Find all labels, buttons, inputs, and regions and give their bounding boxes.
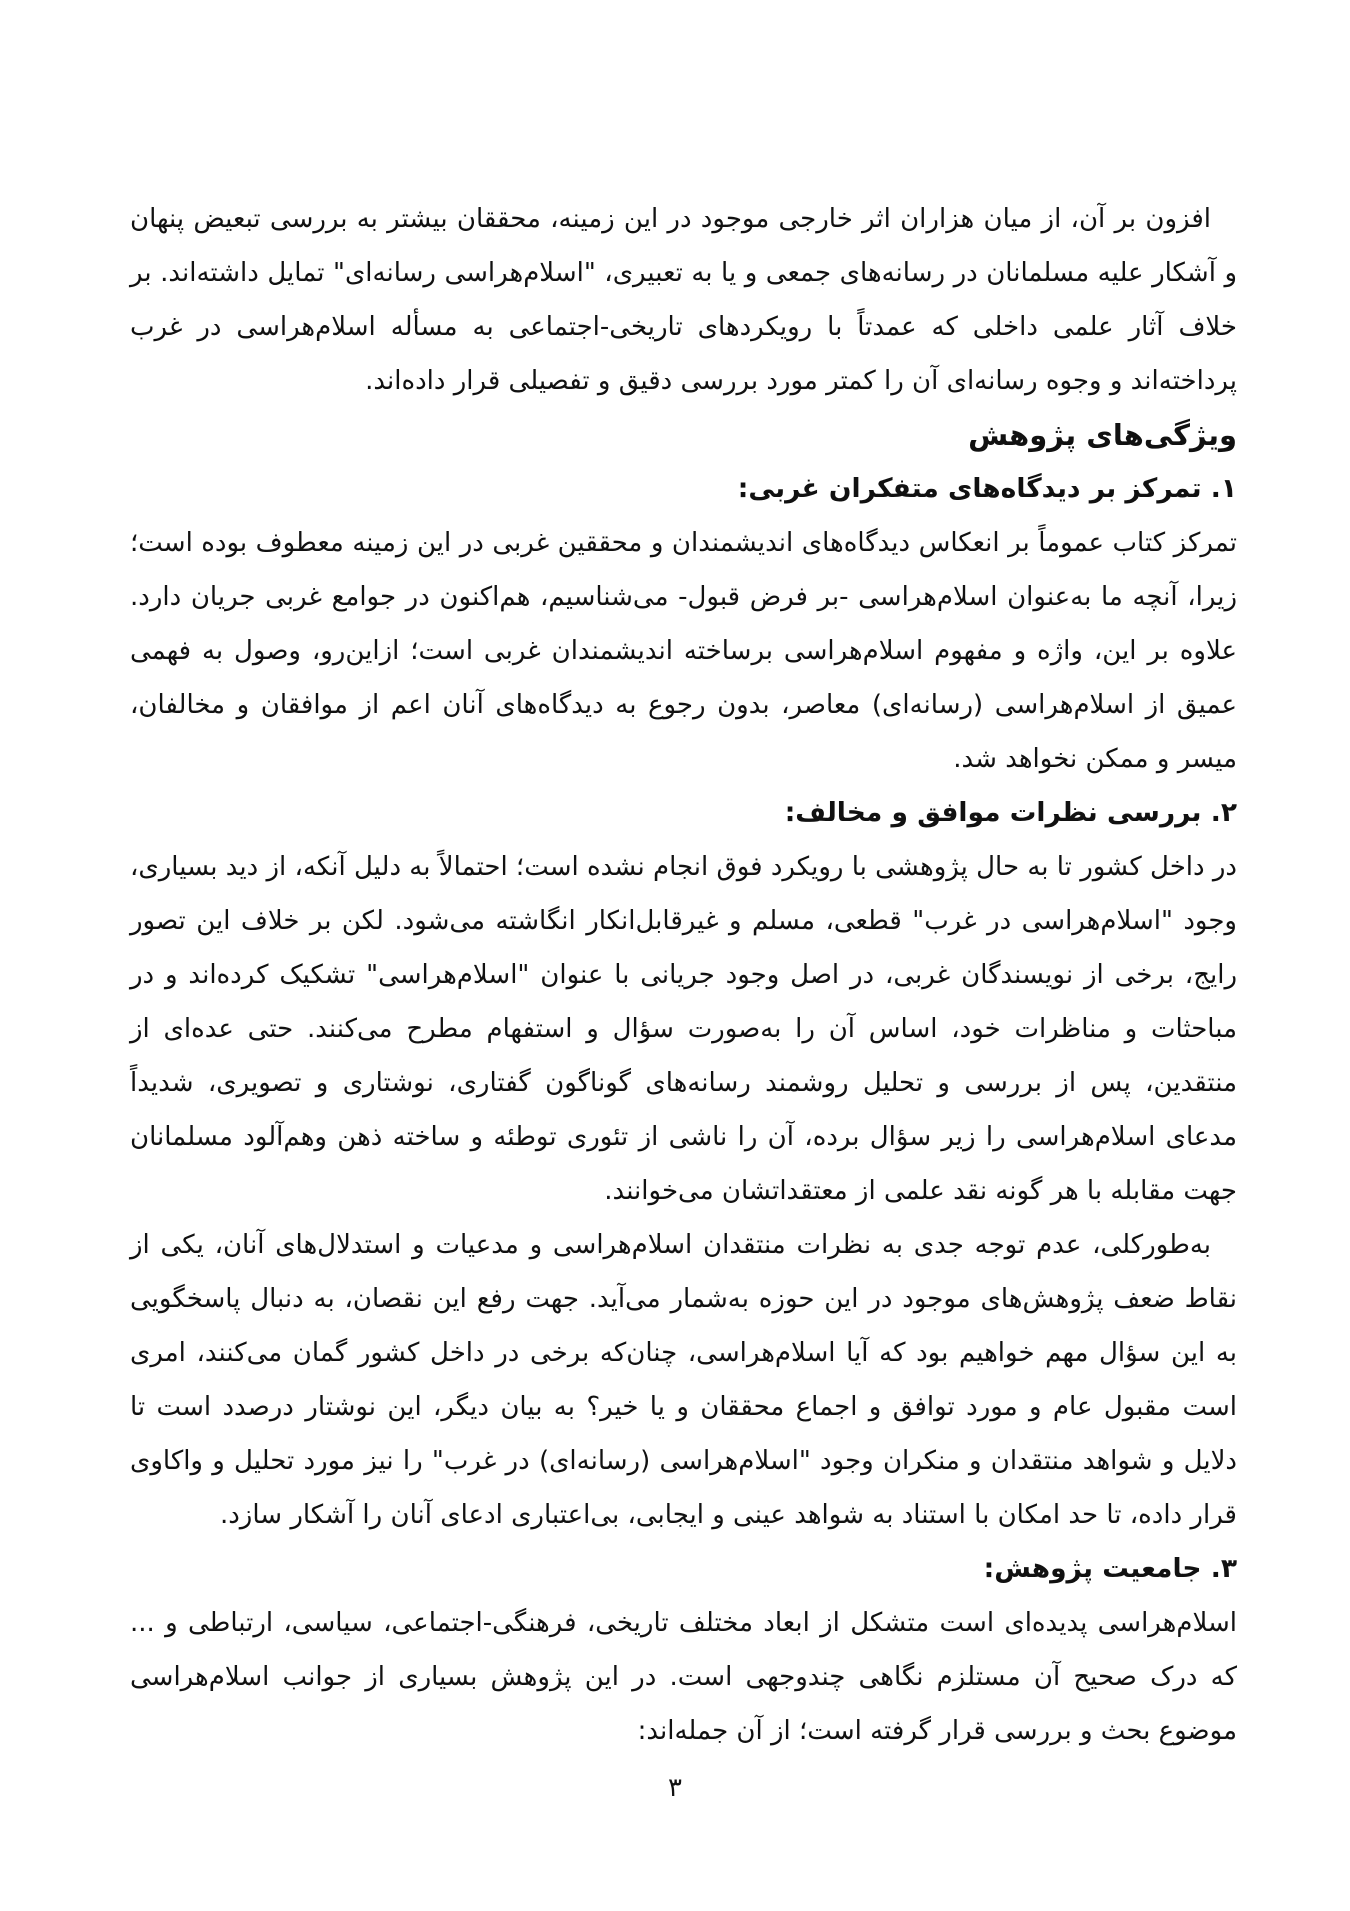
page-number: ۳ [668,1773,682,1803]
subsection-heading-1: ۱. تمرکز بر دیدگاه‌های متفکران غربی: [737,473,1237,504]
subsection-heading-2: ۲. بررسی نظرات موافق و مخالف: [784,797,1237,828]
paragraph-section-2a: در داخل کشور تا به حال پژوهشی با رویکرد فوق انجام نشده است؛ احتمالاً به دلیل آنکه، از دید بسیاری، وجود "اسلام‌هراسی در غرب" قطعی، مسلم و غیرقابل‌انکار انگاشته می‌شود. لکن بر خلاف این تصور رایج، برخی از نویسندگان غربی، در اصل وجود جریانی با عنوان "اسلام‌هراسی" تشکیک کرده‌اند و در مباحثات و مناظرات خود، اساس آن را به‌صورت سؤال و استفهام مطرح می‌کنند. حتی عده‌ای از منتقدین، پس از بررسی و تحلیل روشمند رسانه‌های گوناگون گفتاری، نوشتاری و تصویری، شدیداً مدعای اسلام‌هراسی را زیر سؤال برده، آن را ناشی از تئوری توطئه و ساخته ذهن وهم‌آلود مسلمانان جهت مقابله با هر گونه نقد علمی از معتقداتشان می‌خوانند. [130,852,1237,1206]
paragraph-section-2b: به‌طورکلی، عدم توجه جدی به نظرات منتقدان اسلام‌هراسی و مدعیات و استدلال‌های آنان، یکی از نقاط ضعف پژوهش‌های موجود در این حوزه به‌شمار می‌آید. جهت رفع این نقصان، به دنبال پاسخگویی به این سؤال مهم خواهیم بود که آیا اسلام‌هراسی، چنان‌که برخی در داخل کشور گمان می‌کنند، امری است مقبول عام و مورد توافق و اجماع محققان و یا خیر؟ به بیان دیگر، این نوشتار درصدد است تا دلایل و شواهد منتقدان و منکران وجود "اسلام‌هراسی (رسانه‌ای) در غرب" را نیز مورد تحلیل و واکاوی قرار داده، تا حد امکان با استناد به شواهد عینی و ایجابی، بی‌اعتباری ادعای آنان را آشکار سازد. [130,1230,1237,1530]
paragraph-intro: افزون بر آن، از میان هزاران اثر خارجی موجود در این زمینه، محققان بیشتر به بررسی تبعیض پنهان و آشکار علیه مسلمانان در رسانه‌های جمعی و یا به تعبیری، "اسلام‌هراسی رسانه‌ای" تمایل داشته‌اند. بر خلاف آثار علمی داخلی که عمدتاً با رویکردهای تاریخی-اجتماعی به مسأله اسلام‌هراسی در غرب پرداخته‌اند و وجوه رسانه‌ای آن را کمتر مورد بررسی دقیق و تفصیلی قرار داده‌اند. [130,204,1237,396]
section-heading-research-features: ویژگی‌های پژوهش [968,418,1237,452]
subsection-heading-3: ۳. جامعیت پژوهش: [983,1553,1237,1584]
paragraph-section-3: اسلام‌هراسی پدیده‌ای است متشکل از ابعاد مختلف تاریخی، فرهنگی-اجتماعی، سیاسی، ارتباطی و ... که درک صحیح آن مستلزم نگاهی چندوجهی است. در این پژوهش بسیاری از جوانب اسلام‌هراسی موضوع بحث و بررسی قرار گرفته است؛ از آن جمله‌اند: [130,1608,1237,1746]
page-body-text [130,192,1237,1758]
paragraph-section-1: تمرکز کتاب عموماً بر انعکاس دیدگاه‌های اندیشمندان و محققین غربی در این زمینه معطوف بوده است؛ زیرا، آنچه ما به‌عنوان اسلام‌هراسی -بر فرض قبول- می‌شناسیم، هم‌اکنون در جوامع غربی جریان دارد. علاوه بر این، واژه و مفهوم اسلام‌هراسی برساخته اندیشمندان غربی است؛ ازاین‌رو، وصول به فهمی عمیق از اسلام‌هراسی (رسانه‌ای) معاصر، بدون رجوع به دیدگاه‌های آنان اعم از موافقان و مخالفان، میسر و ممکن نخواهد شد. [130,528,1237,774]
